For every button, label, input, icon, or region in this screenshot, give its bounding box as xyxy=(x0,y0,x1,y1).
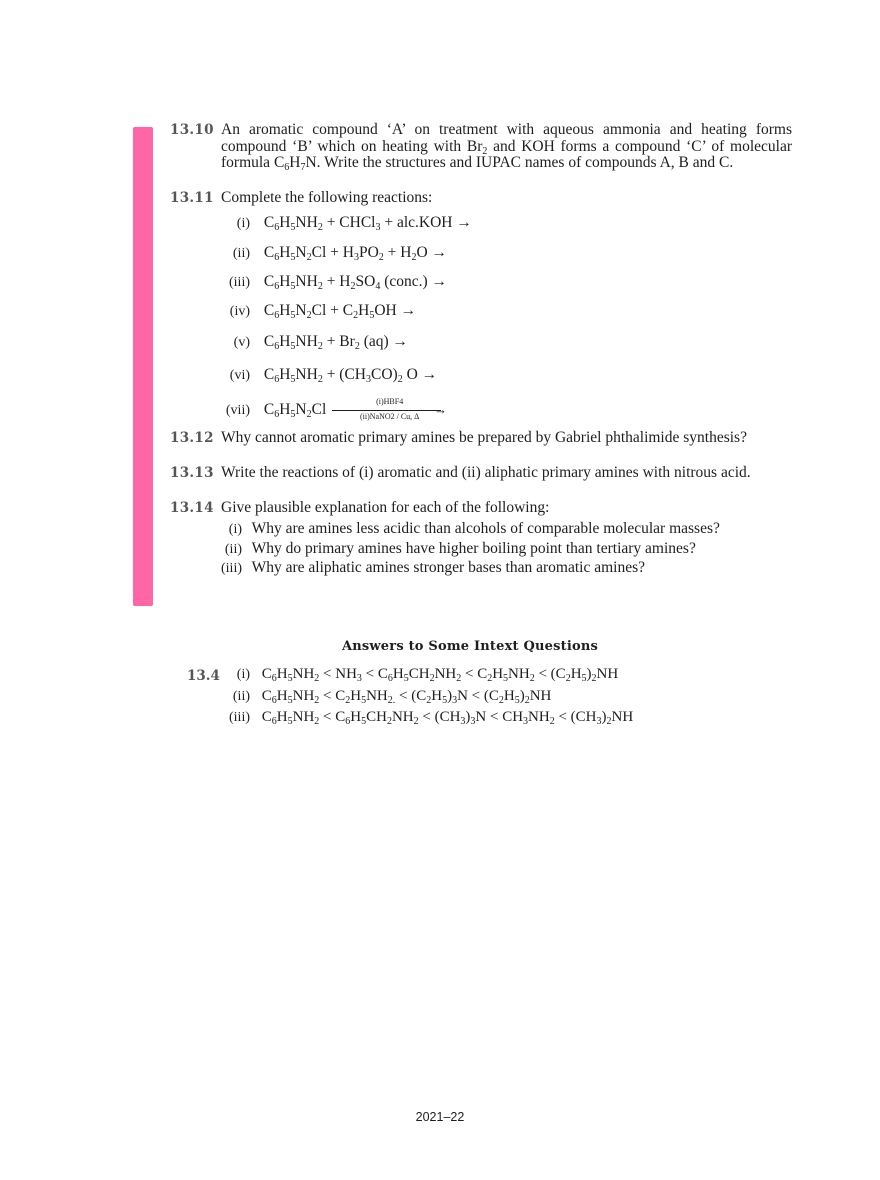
reaction-equation: $C_6H_5N_2Cl + C_2H_5OH$ → xyxy=(263,302,417,321)
reaction-equation: $C_6H_5NH_2 + (CH_3CO)_2$ O → xyxy=(263,366,438,385)
answer-item-ii xyxy=(220,688,551,705)
answer-label: (i) xyxy=(236,667,250,682)
subquestion-ii xyxy=(212,540,696,558)
exercise-sidebar-marker xyxy=(133,127,153,606)
reaction-equation: $C_6H_5N_2Cl$ xyxy=(263,400,327,420)
subquestion-text: Why do primary amines have higher boiling point than tertiary amines? xyxy=(251,540,696,557)
reaction-iii xyxy=(210,273,447,291)
reaction-equation: $C_6H_5NH_2$ + CHCl$_3$ + alc.KOH → xyxy=(263,214,472,233)
question-number: 13.10 xyxy=(170,122,214,138)
reaction-iv xyxy=(210,302,416,320)
question-13-13 xyxy=(170,465,792,482)
reaction-equation: $C_6H_5NH_2 + Br_2$ (aq) → xyxy=(263,333,409,352)
reaction-label: (ii) xyxy=(232,246,250,261)
answer-text: $C_6H_5NH_2 < NH_3 < C_6H_5CH_2NH_2 < C_2H_5NH_2 < (C_2H_5)_2NH$ xyxy=(261,666,619,684)
question-number: 13.14 xyxy=(170,500,214,516)
page-footer-year: 2021–22 xyxy=(415,1110,465,1124)
reaction-label: (vii) xyxy=(225,402,250,418)
arrow-reagent-top: (i)HBF4 xyxy=(376,397,404,406)
question-13-11 xyxy=(170,190,792,207)
question-text: Give plausible explanation for each of the following: xyxy=(221,499,550,516)
question-text xyxy=(221,122,792,172)
reaction-vi xyxy=(210,366,437,384)
arrow-reagent-bottom: (ii)NaNO2 / Cu, Δ xyxy=(359,412,420,421)
answer-number: 13.4 xyxy=(187,668,220,684)
answer-text: $C_6H_5NH_2 < C_6H_5CH_2NH_2 < (CH_3)_3N < CH_3NH_2 < (CH_3)_2NH$ xyxy=(261,709,634,727)
question-number: 13.12 xyxy=(170,430,214,446)
arrow-line xyxy=(332,410,441,411)
reaction-equation: $C_6H_5NH_2 + H_2SO_4$ (conc.) → xyxy=(263,273,448,292)
answer-label: (ii) xyxy=(232,689,250,704)
question-text-part: An aromatic compound ‘A’ on treatment with aqueous ammonia and heating forms compound ‘B’ which on heating with $Br_2$ and KOH forms a compound ‘C’ of molecular formula $C_6H_7N$. Write the structures and IUPAC names of compounds A, B and C. xyxy=(221,121,792,173)
reaction-label: (iv) xyxy=(229,304,250,319)
question-13-14 xyxy=(170,500,792,517)
subquestion-i xyxy=(212,520,720,538)
reaction-label: (v) xyxy=(233,335,250,350)
question-13-12 xyxy=(170,430,792,447)
reaction-equation: $C_6H_5N_2Cl + H_3PO_2 + H_2O$ → xyxy=(263,244,448,263)
question-text: Why cannot aromatic primary amines be prepared by Gabriel phthalimide synthesis? xyxy=(221,429,747,446)
question-13-10 xyxy=(170,122,792,172)
question-text: Write the reactions of (i) aromatic and (ii) aliphatic primary amines with nitrous acid. xyxy=(221,464,751,481)
reaction-vii xyxy=(210,397,448,421)
subquestion-label: (iii) xyxy=(221,561,242,576)
question-number: 13.13 xyxy=(170,465,214,481)
subquestion-text: Why are amines less acidic than alcohols of comparable molecular masses? xyxy=(251,520,720,537)
reaction-v xyxy=(210,333,408,351)
reaction-ii xyxy=(210,244,447,262)
answer-item-iii xyxy=(220,709,633,726)
question-number: 13.11 xyxy=(170,190,214,206)
reaction-label: (i) xyxy=(236,216,250,231)
subquestion-text: Why are aliphatic amines stronger bases than aromatic amines? xyxy=(251,559,645,576)
subquestion-label: (i) xyxy=(228,522,242,537)
answer-label: (iii) xyxy=(229,710,250,725)
arrow-head-icon: → xyxy=(434,402,448,417)
reaction-label: (iii) xyxy=(229,275,250,290)
reaction-label: (vi) xyxy=(229,368,250,383)
answers-heading: Answers to Some Intext Questions xyxy=(341,639,599,654)
subquestion-iii xyxy=(212,559,645,577)
answer-text: $C_6H_5NH_2 < C_2H_5NH_{2.} < (C_2H_5)_3N < (C_2H_5)_2NH$ xyxy=(261,688,552,706)
answer-item-i xyxy=(220,666,618,683)
question-text: Complete the following reactions: xyxy=(221,189,433,206)
reaction-i xyxy=(210,214,472,232)
reaction-arrow xyxy=(332,397,448,421)
subquestion-label: (ii) xyxy=(224,542,242,557)
